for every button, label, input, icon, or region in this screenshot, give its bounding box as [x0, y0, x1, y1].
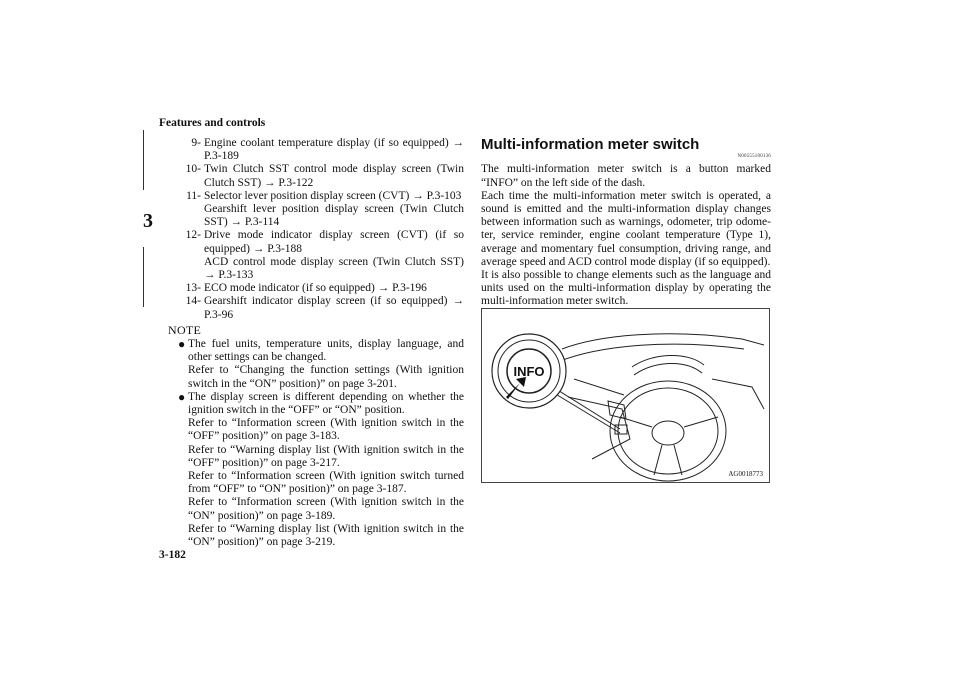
- list-item-text: Engine coolant temperature display (if so equipped) → P.3-189: [204, 137, 464, 163]
- numbered-list: [174, 137, 464, 322]
- chapter-rule: [143, 130, 144, 190]
- list-item-number: 14-: [185, 295, 201, 308]
- list-item-number: 12-: [185, 229, 201, 242]
- list-item-text: ECO mode indicator (if so equipped) → P.3-196: [204, 282, 427, 295]
- body-paragraph: It is also possible to change elements such as the language and units used on the multi-information display by operating the multi-information meter switch.: [481, 269, 771, 308]
- note-item: [174, 338, 464, 391]
- note-text: Refer to “Information screen (With ignition switch in the “ON” position)” on page 3-189.: [188, 496, 464, 522]
- body-paragraph: The multi-information meter switch is a button marked “INFO” on the left side of the dash.: [481, 163, 771, 189]
- info-button-callout: [492, 334, 566, 408]
- note-list: [174, 338, 464, 549]
- list-item-number: 10-: [185, 163, 201, 176]
- note-text: The display screen is different depending on whether the ignition switch in the “OFF” or “ON” position.: [188, 390, 464, 417]
- chapter-rule: [143, 247, 144, 307]
- list-item-number: 13-: [185, 282, 201, 295]
- page-number: 3-182: [159, 549, 186, 561]
- list-item-text: Twin Clutch SST control mode display screen (Twin Clutch SST) → P.3-122: [204, 163, 464, 189]
- list-item: [174, 282, 464, 295]
- bullet-icon: ●: [178, 337, 186, 352]
- section-title: Multi-information meter switch: [481, 136, 700, 153]
- list-item: [174, 137, 464, 163]
- note-text: Refer to “Changing the function settings (With ignition switch in the “ON” position)” on page 3-201.: [188, 364, 464, 390]
- list-item: [174, 295, 464, 321]
- list-item: [174, 229, 464, 282]
- info-button-label: INFO: [513, 364, 545, 379]
- note-text: The fuel units, temperature units, display language, and other settings can be changed.: [188, 338, 464, 364]
- list-item-number: 11-: [186, 189, 201, 202]
- bullet-icon: ●: [178, 389, 186, 404]
- list-item: [174, 190, 464, 230]
- note-heading: NOTE: [168, 322, 202, 337]
- section-code: N00555100136: [737, 154, 771, 160]
- note-item: [174, 391, 464, 549]
- list-item-text: Drive mode indicator display screen (CVT) (if so equipped) → P.3-188: [204, 229, 464, 255]
- running-header: Features and controls: [159, 117, 266, 129]
- list-item-text: ACD control mode display screen (Twin Clutch SST) → P.3-133: [204, 255, 464, 282]
- list-item-text: Gearshift indicator display screen (if so equipped) → P.3-96: [204, 295, 464, 321]
- body-paragraph: Each time the multi-information meter switch is operated, a sound is emitted and the multi-information display changes between information such as warnings, odometer, trip odome-ter, service reminder, engine coolant temperature (Type 1), average and momentary fuel consumption, driving range, and average speed and ACD control mode display (if so equipped).: [481, 189, 771, 268]
- note-text: Refer to “Warning display list (With ignition switch in the “OFF” position)” on page 3-217.: [188, 443, 464, 469]
- figure-code: AG0018773: [728, 470, 763, 478]
- left-column: [168, 137, 464, 549]
- chapter-number: 3: [143, 210, 153, 232]
- info-switch-illustration: [481, 308, 770, 483]
- right-column: [481, 137, 771, 309]
- list-item-number: 9-: [191, 137, 201, 149]
- note-text: Refer to “Warning display list (With ignition switch in the “ON” position)” on page 3-219.: [188, 522, 464, 549]
- list-item-text: Selector lever position display screen (CVT) → P.3-103: [204, 189, 462, 202]
- list-item: [174, 163, 464, 189]
- note-text: Refer to “Information screen (With ignition switch in the “OFF” position)” on page 3-183.: [188, 417, 464, 443]
- dashboard-drawing: [482, 309, 769, 482]
- note-text: Refer to “Information screen (With ignition switch turned from “OFF” to “ON” position)” on page 3-187.: [188, 470, 464, 496]
- list-item-text: Gearshift lever position display screen (Twin Clutch SST) → P.3-114: [204, 203, 464, 229]
